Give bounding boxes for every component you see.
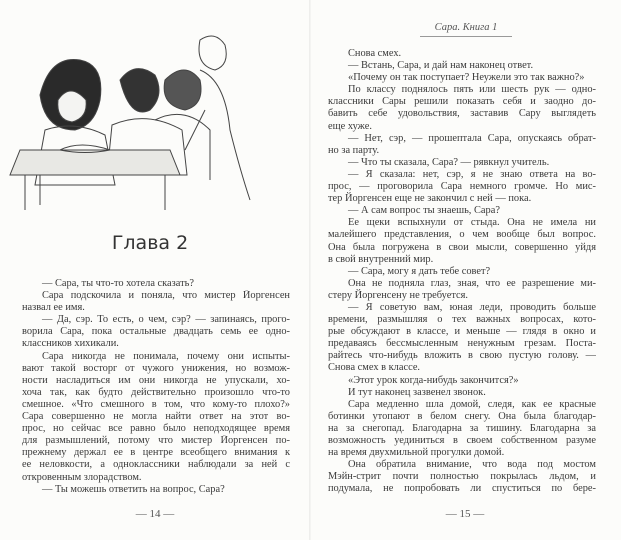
text-line: Она обратила внимание, что вода под мостом	[348, 459, 596, 471]
text-line: — Сара, могу я дать тебе совет?	[348, 265, 491, 277]
text-line: но за парту.	[328, 144, 380, 156]
right-page	[310, 0, 620, 540]
text-line: Сара совершенно не могла найти ответ на этот во-	[22, 411, 290, 423]
running-header: Сара. Книга 1	[420, 22, 512, 37]
text-line: малейшего представления, о чем вообще был вопрос.	[328, 229, 596, 241]
paragraph	[328, 278, 596, 302]
text-line: Сара никогда не понимала, почему они испыты-	[42, 350, 290, 362]
text-line: стеру Йоргенсену не требуется.	[328, 289, 468, 301]
text-line: в свой внутренний мир.	[328, 253, 434, 265]
text-line: Снова смех.	[348, 48, 402, 59]
text-line: — Встань, Сара, и дай нам наконец ответ.	[348, 60, 534, 72]
paragraph	[328, 387, 596, 399]
text-line: По классу поднялось пять или шесть рук — одно-	[348, 84, 596, 96]
text-line: Сара подскочила и поняла, что мистер Йоргенсен	[42, 290, 290, 302]
paragraph	[328, 205, 596, 217]
text-line: смешное. «Что смешного в том, что кому-то плохо?»	[22, 398, 290, 410]
text-line: бавить себе удовольствия, заставив Сару выглядеть	[328, 108, 596, 120]
text-line: Снова смех в классе.	[328, 362, 421, 374]
text-line: на за снегопад. Благодарна за тишину. Благодарна за	[328, 422, 596, 434]
left-page	[0, 0, 310, 540]
paragraph	[328, 157, 596, 169]
text-line: Она не подняла глаз, зная, что ее разрешение ми-	[348, 277, 596, 289]
text-line: назвал ее имя.	[22, 302, 85, 314]
paragraph	[328, 375, 596, 387]
paragraph	[328, 72, 596, 84]
right-page-body	[328, 48, 596, 495]
text-line: — Я сказала: нет, сэр, я не знаю ответа на во-	[348, 168, 596, 180]
paragraph	[328, 133, 596, 157]
text-line: классников хихикали.	[22, 338, 119, 350]
paragraph	[328, 217, 596, 265]
paragraph	[328, 84, 596, 132]
paragraph	[328, 399, 596, 459]
paragraph	[22, 351, 290, 484]
text-line: на время двухмильной прогулки домой.	[328, 447, 505, 459]
text-line: — Да, сэр. То есть, о чем, сэр? — запинаясь, прого-	[42, 314, 290, 326]
text-line: — Что ты сказала, Сара? — рявкнул учитель.	[348, 156, 550, 168]
text-line: Она была погружена в свои мысли, совершенно уйдя	[328, 241, 596, 253]
paragraph	[22, 314, 290, 350]
text-line: прежнему держал ее в центре всеобщего внимания к	[22, 447, 290, 459]
text-line: ботинки утопают в белом снегу. Она была благодар-	[328, 410, 596, 422]
text-line: рые обсуждают в классе, и меньше — глядя в окно и	[328, 326, 596, 338]
text-line: Сара медленно шла домой, следя, как ее красные	[348, 398, 596, 410]
left-page-body	[22, 278, 290, 496]
text-line: откровенным злорадством.	[22, 471, 142, 483]
text-line: классники Сары решили показать себя и заодно до-	[328, 96, 596, 108]
paragraph	[328, 60, 596, 72]
text-line: райтесь что-нибудь вложить в свою пустую голову. —	[328, 350, 596, 362]
text-line: тер Йоргенсен еще не закончил с ней — пока.	[328, 193, 532, 205]
paragraph	[328, 302, 596, 375]
text-line: Мэйн-стрит почти полностью покрылась льдом, и	[328, 471, 596, 483]
text-line: — Нет, сэр, — прошептала Сара, опускаясь обрат-	[348, 132, 596, 144]
paragraph	[22, 278, 290, 290]
paragraph	[328, 169, 596, 205]
chapter-title: Глава 2	[111, 232, 189, 254]
text-line: ности насладиться им они никогда не упускали, хо-	[22, 374, 290, 386]
text-line: хоча так, как будто действительно произошло что-то	[22, 386, 290, 398]
text-line: ворила Сара, пока остальные двадцать семь ее одно-	[22, 326, 290, 338]
text-line: возможность уединиться в своем собственном разуме	[328, 435, 596, 446]
text-line: прос, но сейчас все равно было неподходящее время	[22, 423, 290, 435]
paragraph	[328, 266, 596, 278]
text-line: — Я советую вам, юная леди, проводить больше	[348, 301, 596, 313]
text-line: предаваясь бессмысленным ненужным грезам. Поста-	[328, 338, 596, 350]
text-line: «Почему он так поступает? Неужели это так важно?»	[348, 72, 585, 84]
paragraph	[328, 459, 596, 495]
paragraph	[328, 48, 596, 60]
text-line: — А сам вопрос ты знаешь, Сара?	[348, 205, 500, 217]
text-line: Ее щеки вспыхнули от стыда. Она не имела ни	[348, 217, 596, 229]
page-number: — 15 —	[445, 508, 485, 520]
text-line: еще хуже.	[328, 120, 372, 132]
text-line: для размышлений, потому что мистер Йоргенсен по-	[22, 435, 290, 447]
text-line: подумала, не попробовать ли спуститься по бере-	[328, 483, 596, 495]
text-line: ее неловкости, а одноклассники наблюдали за ней с	[22, 459, 290, 471]
text-line: — Ты можешь ответить на вопрос, Сара?	[42, 483, 225, 495]
text-line: прос, — проговорила Сара немного громче. Но мис-	[328, 181, 596, 193]
classroom-illustration	[0, 0, 300, 210]
page-number: — 14 —	[135, 508, 175, 520]
paragraph	[22, 290, 290, 314]
text-line: «Этот урок когда-нибудь закончится?»	[348, 374, 519, 386]
text-line: вают такой восторг от чужого унижения, но возмож-	[22, 362, 290, 374]
text-line: — Сара, ты что-то хотела сказать?	[42, 278, 194, 289]
text-line: времени, размышляя о тех важных вопросах, кото-	[328, 314, 596, 326]
paragraph	[22, 484, 290, 496]
text-line: И тут наконец зазвенел звонок.	[348, 386, 486, 398]
